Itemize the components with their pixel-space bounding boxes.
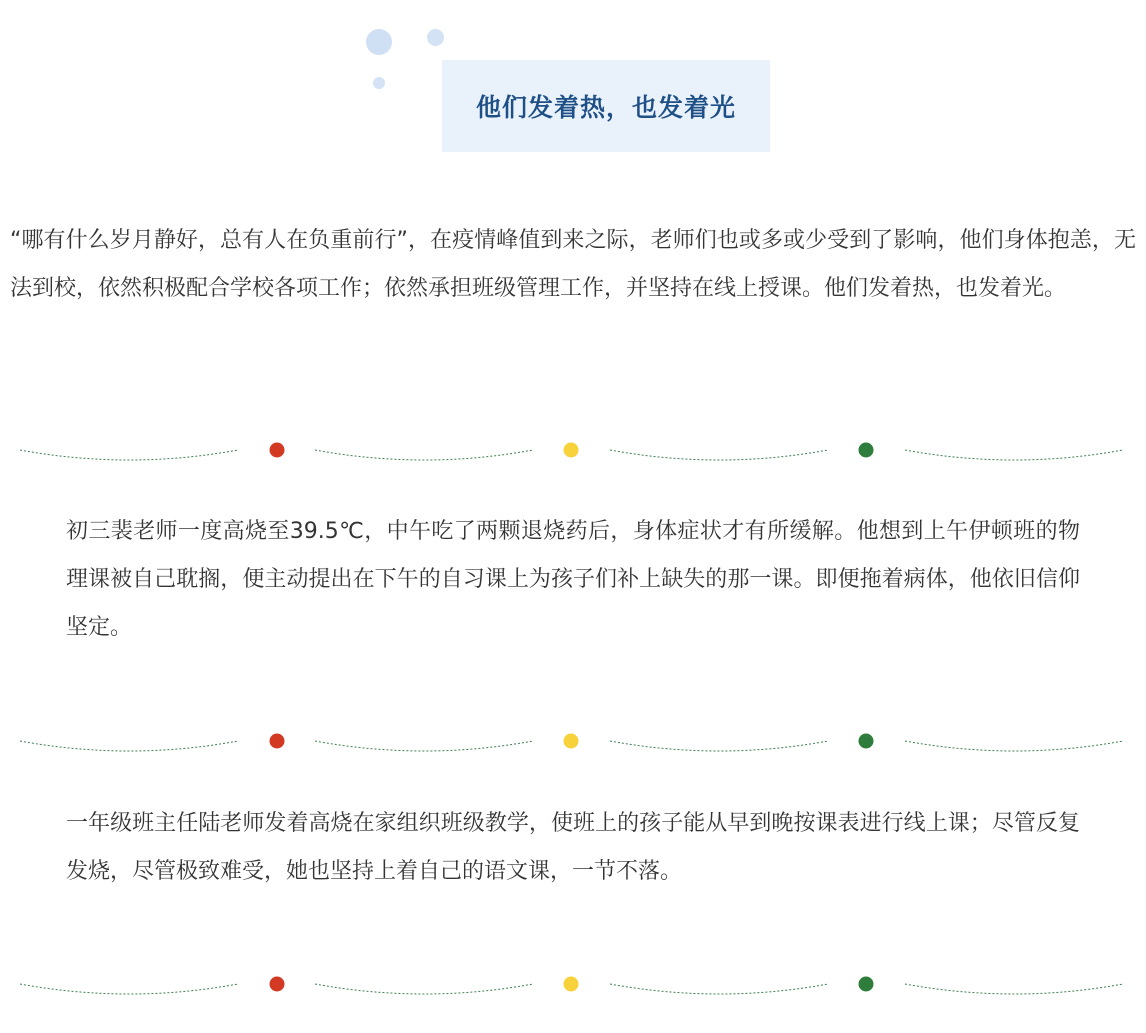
story-paragraph-pei: 初三裴老师一度高烧至39.5℃，中午吃了两颗退烧药后，身体症状才有所缓解。他想到上午伊顿班的物理课被自己耽搁，便主动提出在下午的自习课上为孩子们补上缺失的那一课。即便拖着病体，他依旧信仰坚定。	[66, 519, 1080, 640]
red-dot-icon	[270, 734, 285, 749]
bubble-decoration-icon	[366, 29, 392, 55]
green-dot-icon	[859, 977, 874, 992]
bubble-decoration-icon	[427, 29, 444, 46]
bubble-decoration-icon	[373, 77, 385, 89]
green-dot-icon	[859, 443, 874, 458]
yellow-dot-icon	[564, 443, 579, 458]
dot-divider	[0, 435, 1146, 465]
yellow-dot-icon	[564, 734, 579, 749]
red-dot-icon	[270, 443, 285, 458]
green-dot-icon	[859, 734, 874, 749]
intro-paragraph: “哪有什么岁月静好，总有人在负重前行”，在疫情峰值到来之际，老师们也或多或少受到了影响，他们身体抱恙，无法到校，依然积极配合学校各项工作；依然承担班级管理工作，并坚持在线上授课。他们发着热，也发着光。	[10, 228, 1136, 301]
section-title: 他们发着热，也发着光	[475, 93, 736, 122]
dot-divider	[0, 969, 1146, 999]
story-paragraph-lu: 一年级班主任陆老师发着高烧在家组织班级教学，使班上的孩子能从早到晚按课表进行线上课；尽管反复发烧，尽管极致难受，她也坚持上着自己的语文课，一节不落。	[66, 811, 1080, 884]
section-title-box	[442, 60, 770, 152]
red-dot-icon	[270, 977, 285, 992]
yellow-dot-icon	[564, 977, 579, 992]
dot-divider	[0, 726, 1146, 756]
